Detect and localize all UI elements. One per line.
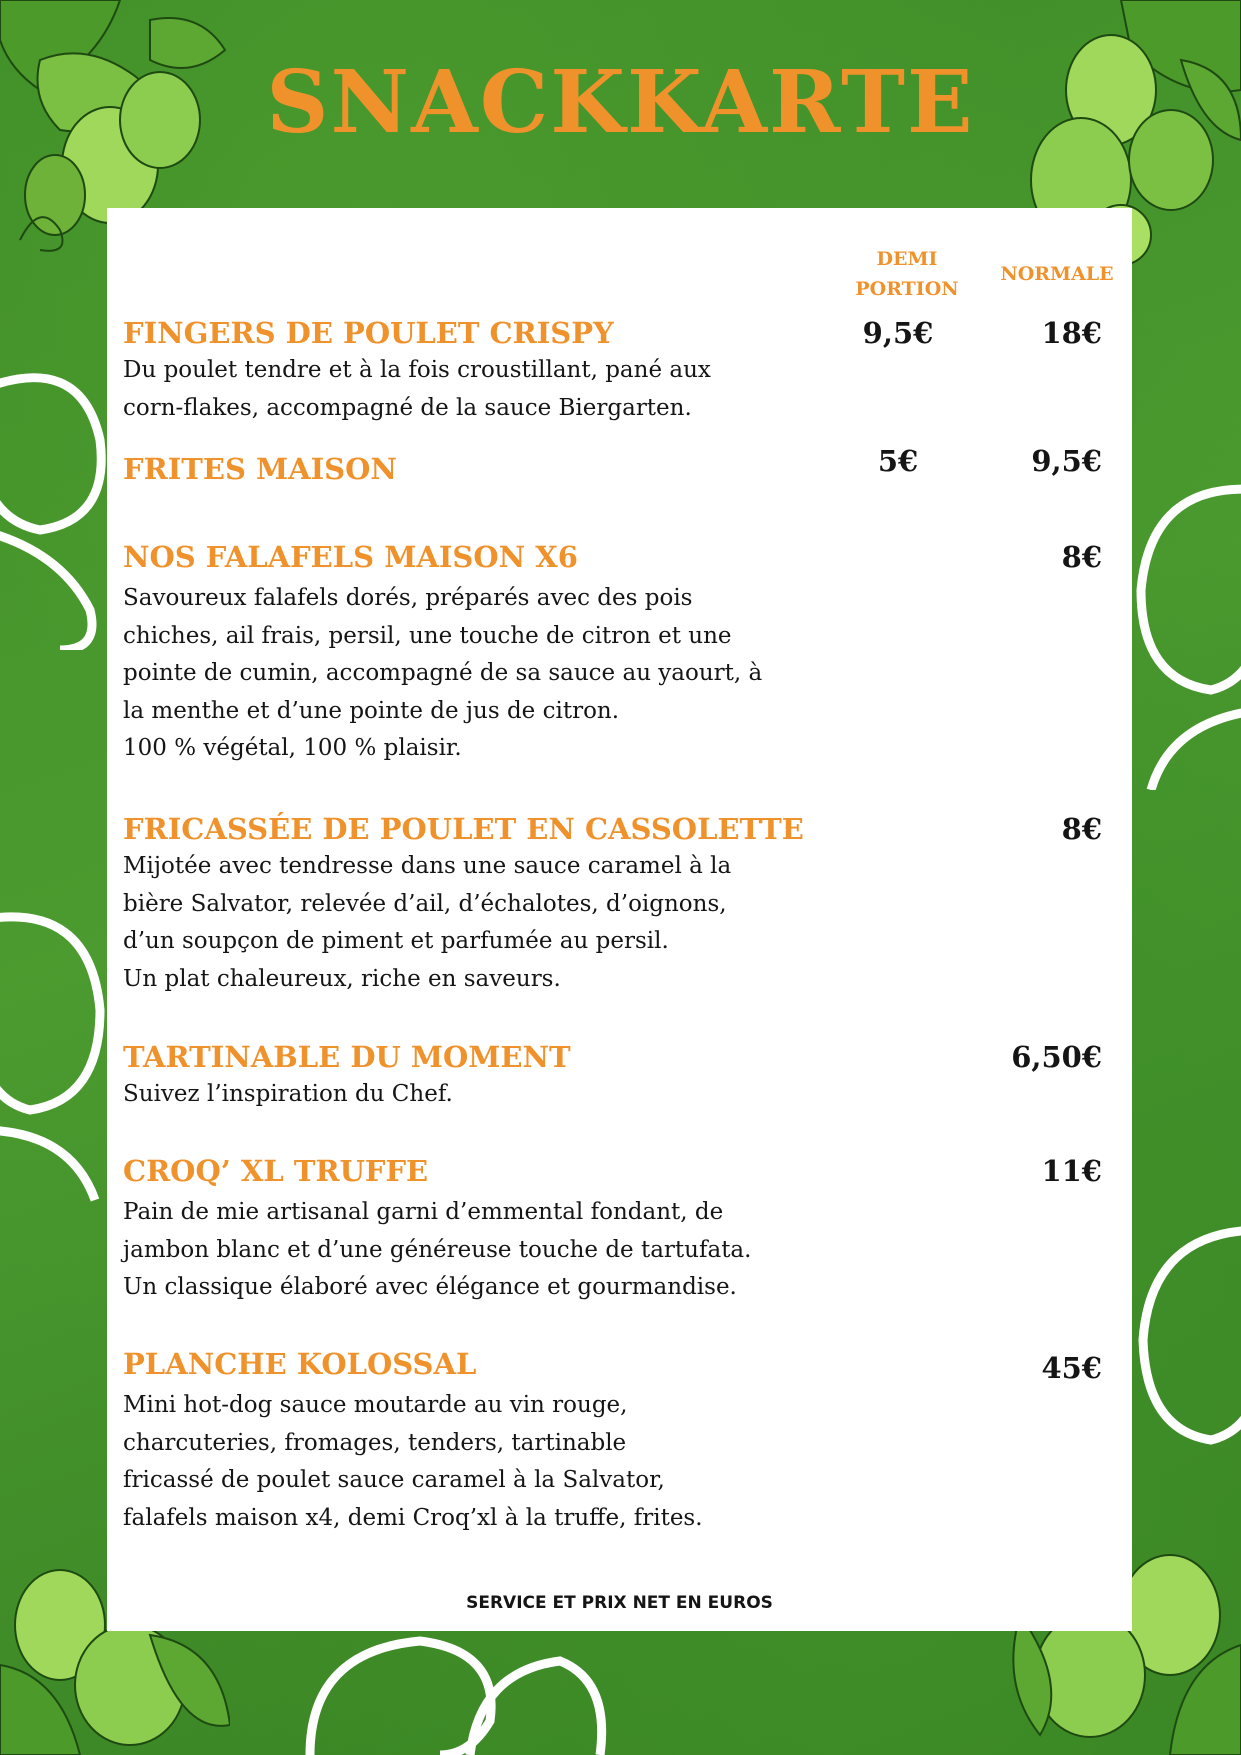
menu-item-price-demi: 9,5€ (862, 316, 934, 350)
column-header-normale: NORMALE (1000, 263, 1114, 285)
menu-item-name: NOS FALAFELS MAISON X6 (123, 540, 578, 574)
menu-item-name: FRICASSÉE DE POULET EN CASSOLETTE (123, 812, 804, 846)
pretzel-right-lower-illustration (1131, 1210, 1241, 1510)
menu-item-description: Savoureux falafels dorés, préparés avec des pois chiches, ail frais, persil, une touche de citron et une pointe de cumin, accompagné de sa sauce au yaourt, à la menthe et d’une pointe de jus de citron. 100 % végétal, 100 % plaisir. (123, 585, 763, 761)
pretzel-right-illustration (1131, 470, 1241, 790)
menu-item-description: Mini hot-dog sauce moutarde au vin rouge, charcuteries, fromages, tenders, tartinable fricassé de poulet sauce caramel à la Salvator, falafels maison x4, demi Croq’xl à la truffe, frites. (123, 1392, 703, 1531)
menu-item (123, 1152, 1118, 1307)
menu-item-description: Du poulet tendre et à la fois croustillant, pané aux corn-flakes, accompagné de la sauce Biergarten. (123, 357, 711, 421)
menu-item-description: Suivez l’inspiration du Chef. (123, 1081, 453, 1107)
menu-item (123, 444, 1118, 488)
page-title: SNACKKARTE (266, 52, 975, 153)
menu-item-name: TARTINABLE DU MOMENT (123, 1040, 571, 1074)
menu-card (107, 208, 1132, 1631)
column-header-demi-portion: DEMI PORTION (855, 248, 959, 300)
menu-item (123, 1345, 1118, 1537)
menu-item-price-normale: 18€ (1041, 316, 1102, 350)
menu-item-name: FINGERS DE POULET CRISPY (123, 316, 614, 350)
menu-item-price-normale: 8€ (1061, 540, 1102, 574)
menu-item-name: FRITES MAISON (123, 452, 397, 486)
menu-item (123, 1038, 1118, 1114)
pretzel-left-illustration (0, 350, 110, 650)
menu-item (123, 314, 1118, 427)
menu-item-description: Pain de mie artisanal garni d’emmental fondant, de jambon blanc et d’une généreuse touche de tartufata. Un classique élaboré avec élégance et gourmandise. (123, 1199, 752, 1300)
menu-item-price-normale: 8€ (1061, 812, 1102, 846)
menu-item-price-normale: 45€ (1041, 1351, 1102, 1385)
menu-item-price-normale: 11€ (1041, 1154, 1102, 1188)
pretzel-left-lower-illustration (0, 900, 110, 1230)
menu-item-name: PLANCHE KOLOSSAL (123, 1347, 477, 1381)
menu-item (123, 538, 1118, 768)
menu-item-name: CROQ’ XL TRUFFE (123, 1154, 429, 1188)
menu-item (123, 810, 1118, 998)
menu-item-description: Mijotée avec tendresse dans une sauce caramel à la bière Salvator, relevée d’ail, d’échalotes, d’oignons, d’un soupçon de piment et parfumée au persil. Un plat chaleureux, riche en saveurs. (123, 853, 732, 992)
pretzel-bottom-illustration (300, 1631, 620, 1755)
footer-note: SERVICE ET PRIX NET EN EUROS (466, 1593, 773, 1613)
menu-item-price-normale: 9,5€ (1031, 444, 1102, 478)
menu-item-price-demi: 5€ (877, 444, 919, 478)
menu-item-price-normale: 6,50€ (1011, 1040, 1102, 1074)
